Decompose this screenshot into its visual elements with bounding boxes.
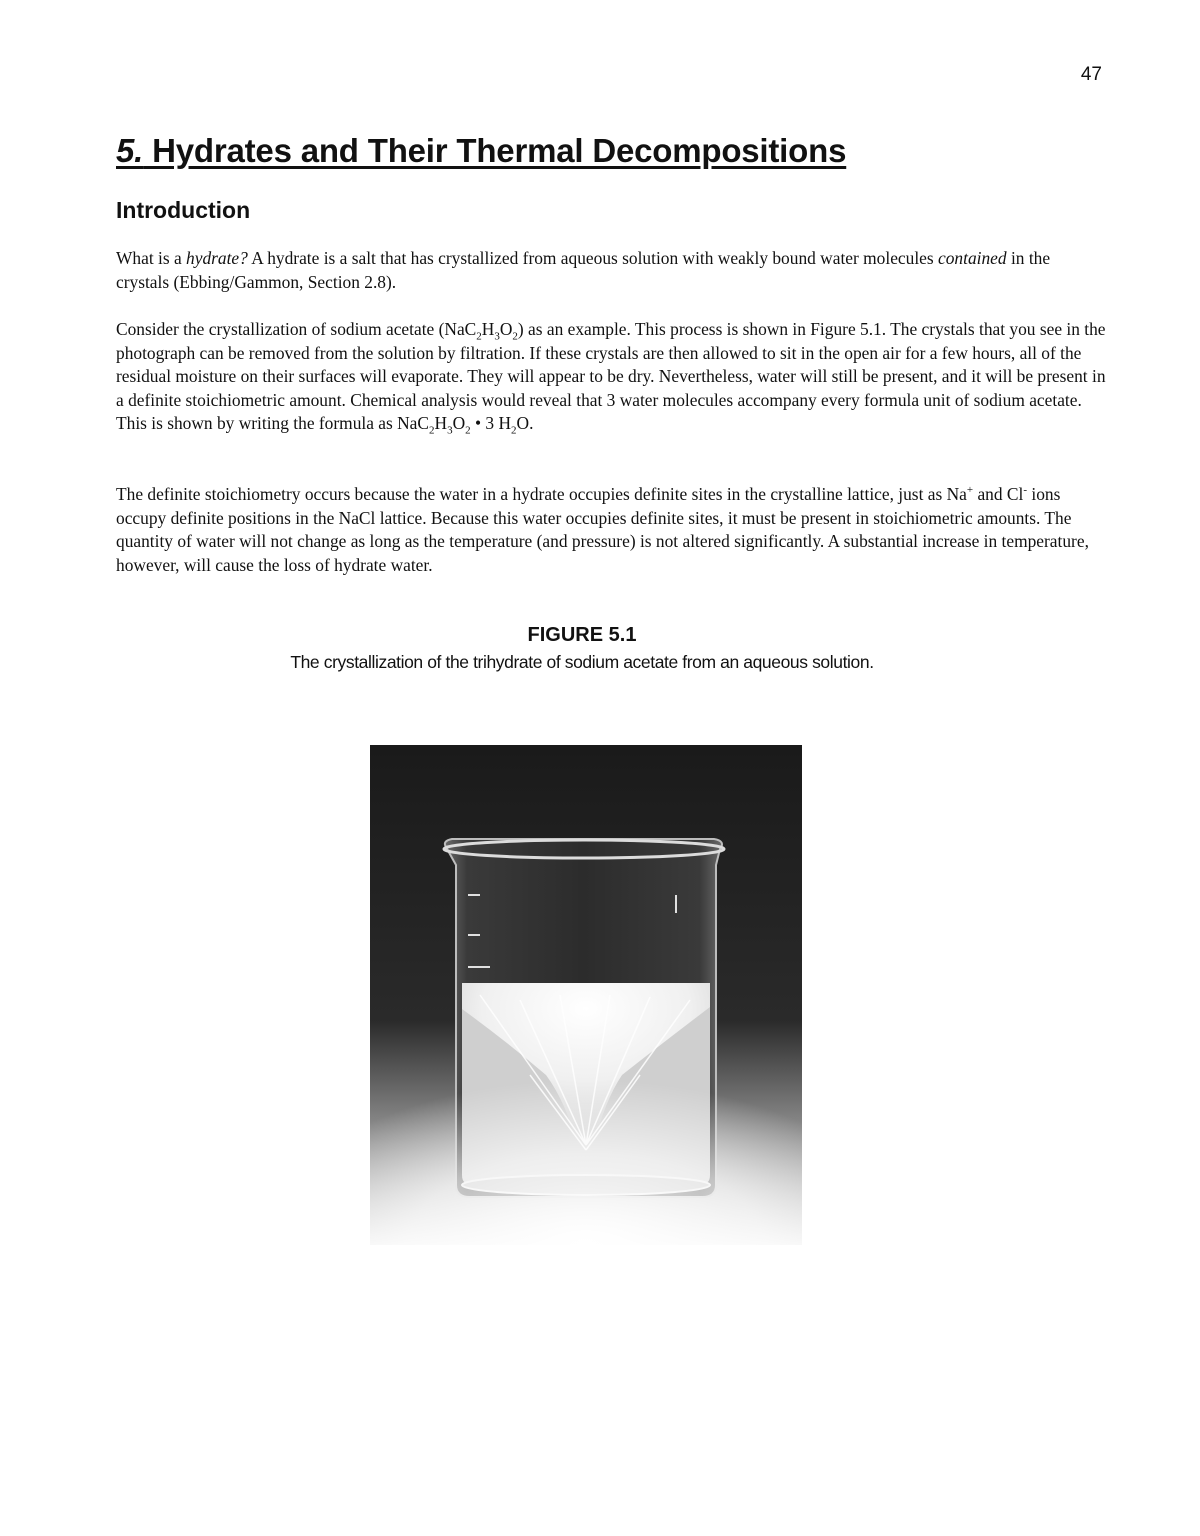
paragraph-hydrate-definition xyxy=(116,247,1106,294)
subscript: 3 xyxy=(494,330,500,343)
text-run: in the crystals (Ebbing/Gammon, Section 2.8). xyxy=(116,248,1051,292)
subscript: 2 xyxy=(465,424,471,437)
subscript: 2 xyxy=(512,330,518,343)
text-run: What is a xyxy=(116,248,187,268)
paragraph-stoichiometry xyxy=(116,483,1106,577)
text-run: The definite stoichiometry occurs because the water in a hydrate occupies definite sites in the crystalline lattice, just as Na xyxy=(116,484,967,504)
paragraph-sodium-acetate xyxy=(116,318,1106,436)
subscript: 2 xyxy=(476,330,482,343)
page-number: 47 xyxy=(1080,64,1102,85)
subscript: 2 xyxy=(429,424,435,437)
figure-label: FIGURE 5.1 xyxy=(527,624,637,646)
subscript: 2 xyxy=(511,424,517,437)
subscript: 3 xyxy=(447,424,453,437)
beaker-illustration xyxy=(370,745,802,1245)
text-run: Consider the crystallization of sodium acetate (NaC xyxy=(116,319,477,339)
superscript: + xyxy=(966,484,974,497)
text-run: O xyxy=(499,319,513,339)
chapter-number: 5. xyxy=(116,132,144,169)
text-run: H xyxy=(481,319,495,339)
section-heading: Introduction xyxy=(116,197,251,223)
photo-fog xyxy=(370,1025,802,1245)
text-run: O xyxy=(452,413,466,433)
text-run: ) as an example. This process is shown in Figure 5.1. The crystals that you see in the photograph can be removed from the solution by filtration. If these crystals are then allowed to sit in the open air for a few hours, all of the residual moisture on their surfaces will evaporate. They will appear to be dry. Nevertheless, water will still be present, and it will be present in a definite stoichiometric amount. Chemical analysis would reveal that 3 water molecules accompany every formula unit of sodium acetate. This is shown by writing the formula as NaC xyxy=(116,319,1106,433)
figure-caption: The crystallization of the trihydrate of sodium acetate from an aqueous solution. xyxy=(290,652,874,672)
text-run: A hydrate is a salt that has crystallized from aqueous solution with weakly bound water molecules xyxy=(247,248,939,268)
chapter-title-text: Hydrates and Their Thermal Decompositions xyxy=(143,132,847,169)
text-run: and Cl xyxy=(973,484,1024,504)
emphasis-contained: contained xyxy=(938,248,1007,268)
text-run: O. xyxy=(516,413,534,433)
beaker-photo xyxy=(370,745,802,1245)
superscript: - xyxy=(1023,484,1028,497)
text-run: ions occupy definite positions in the NaCl lattice. Because this water occupies definite sites, it must be present in stoichiometric amounts. The quantity of water will not change as long as the temperature (and pressure) is not altered significantly. A substantial increase in temperature, however, will cause the loss of hydrate water. xyxy=(116,484,1089,575)
text-run: H xyxy=(434,413,448,433)
page-title xyxy=(116,132,846,170)
text-run: • 3 H xyxy=(470,413,512,433)
emphasis-hydrate: hydrate? xyxy=(186,248,248,268)
